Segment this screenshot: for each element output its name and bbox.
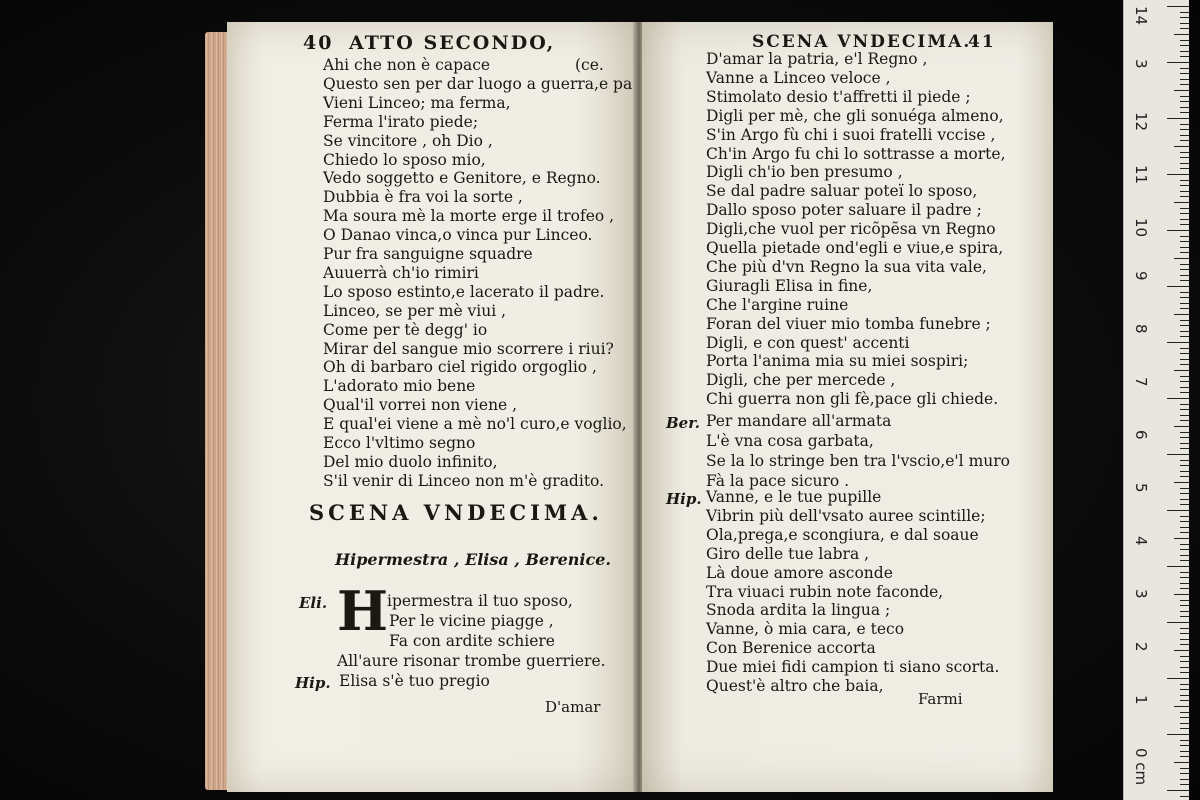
- speech-line: All'aure risonar trombe guerriere.: [337, 652, 606, 670]
- ruler-tick: [1174, 538, 1189, 539]
- ruler-tick: [1180, 756, 1189, 757]
- ruler-tick: [1180, 409, 1189, 410]
- ruler-tick: [1180, 689, 1189, 690]
- verse-line: Là doue amore asconde: [706, 563, 893, 582]
- ruler-tick: [1180, 768, 1189, 769]
- ruler-tick: [1180, 583, 1189, 584]
- ruler-tick: [1180, 465, 1189, 466]
- ruler-tick: [1180, 443, 1189, 444]
- ruler-tick: [1180, 532, 1189, 533]
- ber-line: Fà la pace sicuro .: [706, 472, 850, 490]
- verse-line: Ola,prega,e scongiura, e dal soaue: [706, 525, 979, 544]
- ber-line: Per mandare all'armata: [706, 412, 892, 430]
- ruler-tick: [1180, 527, 1189, 528]
- ruler-tick: [1180, 17, 1189, 18]
- ruler-tick: [1180, 297, 1189, 298]
- verse-line: Con Berenice accorta: [706, 639, 876, 658]
- ruler-tick: [1180, 196, 1189, 197]
- verse-line: Snoda ardita la lingua ;: [706, 601, 891, 620]
- ruler-tick: [1180, 488, 1189, 489]
- verse-line: Se dal padre saluar poteï lo sposo,: [706, 182, 978, 201]
- verse-line: Due miei fidi campion ti siano scorta.: [706, 658, 1000, 677]
- ruler-label: 9: [1132, 271, 1150, 281]
- ruler-tick: [1167, 398, 1189, 399]
- ruler-tick: [1180, 56, 1189, 57]
- ruler-tick: [1167, 62, 1189, 63]
- ruler-tick: [1167, 286, 1189, 287]
- ruler-tick: [1180, 152, 1189, 153]
- verse-line: D'amar la patria, e'l Regno ,: [706, 50, 928, 68]
- ruler-tick: [1174, 426, 1189, 427]
- ruler-tick: [1180, 40, 1189, 41]
- ruler-tick: [1180, 471, 1189, 472]
- ruler-tick: [1180, 303, 1189, 304]
- verse-line: L'adorato mio bene: [323, 377, 476, 396]
- ruler-tick: [1180, 504, 1189, 505]
- verse-line: Vedo soggetto e Genitore, e Regno.: [323, 169, 601, 188]
- verse-line: Quest'è altro che baia,: [706, 677, 884, 695]
- ruler-tick: [1180, 437, 1189, 438]
- speech-line: ipermestra il tuo sposo,: [387, 592, 573, 610]
- verse-line: Porta l'anima mia su miei sospiri;: [706, 352, 969, 371]
- ruler-tick: [1180, 605, 1189, 606]
- ruler-tick: [1174, 314, 1189, 315]
- ruler-tick: [1180, 348, 1189, 349]
- right-page: [642, 22, 1053, 792]
- ruler-tick: [1180, 292, 1189, 293]
- verse-line: Ma soura mè la morte erge il trofeo ,: [323, 207, 615, 226]
- ruler-tick: [1180, 135, 1189, 136]
- ruler-tick: [1180, 639, 1189, 640]
- ruler-tick: [1180, 185, 1189, 186]
- ruler-tick: [1180, 392, 1189, 393]
- verse-line: Digli, e con quest' accenti: [706, 333, 910, 352]
- ber-line: Se la lo stringe ben tra l'vscio,e'l muro: [706, 452, 1010, 470]
- ruler-tick: [1180, 140, 1189, 141]
- verse-line: Chi guerra non gli fè,pace gli chiede.: [706, 390, 999, 409]
- speech-line: Per le vicine piagge ,: [389, 612, 554, 630]
- ruler-tick: [1167, 6, 1189, 7]
- ruler-tick: [1180, 236, 1189, 237]
- ruler-tick: [1180, 611, 1189, 612]
- ruler-tick: [1180, 700, 1189, 701]
- verse-line: Che più d'vn Regno la sua vita vale,: [706, 257, 987, 276]
- speaker-eli: Eli.: [299, 594, 328, 612]
- ruler-tick: [1180, 667, 1189, 668]
- verse-line: S'in Argo fù chi i suoi fratelli vccise ,: [706, 125, 996, 144]
- verse-line: Questo sen per dar luogo a guerra,e pa: [323, 74, 633, 93]
- ruler-label: 7: [1132, 377, 1150, 387]
- ruler-tick: [1180, 499, 1189, 500]
- verse-line: Tra viuaci rubin note faconde,: [706, 582, 944, 601]
- verse-line: Vanne, e le tue pupille: [706, 488, 882, 506]
- ber-line: L'è vna cosa garbata,: [706, 432, 874, 450]
- verse-line: Auuerrà ch'io rimiri: [323, 263, 479, 282]
- ruler-tick: [1174, 706, 1189, 707]
- ruler-tick: [1180, 628, 1189, 629]
- ruler-tick: [1174, 202, 1189, 203]
- verse-line: Ch'in Argo fu chi lo sottrasse a morte,: [706, 144, 1006, 163]
- ruler-tick: [1180, 728, 1189, 729]
- verse-line: Linceo, se per mè viui ,: [323, 301, 507, 320]
- ruler-tick: [1174, 258, 1189, 259]
- ruler-tick: [1180, 644, 1189, 645]
- ruler-label: 1: [1132, 695, 1150, 705]
- verse-line: E qual'ei viene a mè no'l curo,e voglio,: [323, 415, 627, 434]
- ruler-tick: [1180, 577, 1189, 578]
- ruler-tick: [1167, 566, 1189, 567]
- ruler-tick: [1180, 84, 1189, 85]
- speaker-hip: Hip.: [295, 674, 331, 692]
- ruler-tick: [1180, 364, 1189, 365]
- ruler-tick: [1180, 415, 1189, 416]
- ruler-tick: [1180, 616, 1189, 617]
- verse-line: Del mio duolo infinito,: [323, 452, 498, 471]
- speech-line: Fa con ardite schiere: [389, 632, 555, 650]
- ruler-label: 4: [1132, 536, 1150, 546]
- verse-line: Ferma l'irato piede;: [323, 112, 479, 131]
- ruler-tick: [1167, 678, 1189, 679]
- verse-line: Vieni Linceo; ma ferma,: [323, 93, 511, 112]
- ruler-tick: [1180, 280, 1189, 281]
- ruler-tick: [1180, 163, 1189, 164]
- verse-line: Oh di barbaro ciel rigido orgoglio ,: [323, 358, 597, 377]
- verse-line: Digli, che per mercede ,: [706, 371, 896, 390]
- ruler-tick: [1180, 252, 1189, 253]
- ruler-tick: [1180, 633, 1189, 634]
- ruler-tick: [1180, 353, 1189, 354]
- ruler-tick: [1180, 241, 1189, 242]
- ruler-tick: [1180, 656, 1189, 657]
- ruler-tick: [1180, 387, 1189, 388]
- character-list: Hipermestra , Elisa , Berenice.: [335, 550, 611, 569]
- ruler-tick: [1180, 308, 1189, 309]
- ruler-label: 3: [1132, 589, 1150, 599]
- ruler-tick: [1180, 549, 1189, 550]
- ruler-tick: [1180, 404, 1189, 405]
- ruler-tick: [1180, 208, 1189, 209]
- ruler-tick: [1180, 264, 1189, 265]
- ruler-tick: [1180, 695, 1189, 696]
- ruler-tick: [1180, 275, 1189, 276]
- ruler-tick: [1180, 588, 1189, 589]
- speaker-hip: Hip.: [666, 490, 702, 508]
- ruler-tick: [1180, 493, 1189, 494]
- ruler-tick: [1174, 370, 1189, 371]
- ruler-tick: [1180, 247, 1189, 248]
- ruler-label: 12: [1132, 112, 1150, 132]
- ruler-tick: [1180, 325, 1189, 326]
- ruler-tick: [1174, 594, 1189, 595]
- ruler-label: 11: [1132, 165, 1150, 185]
- ruler-label: 0 cm: [1132, 748, 1150, 786]
- ruler-tick: [1180, 751, 1189, 752]
- verse-line: S'il venir di Linceo non m'è gradito.: [323, 471, 605, 490]
- catchword: D'amar: [545, 698, 601, 716]
- ruler-tick: [1174, 90, 1189, 91]
- verse-line: Digli per mè, che gli sonuéga almeno,: [706, 106, 1004, 125]
- ruler-tick: [1180, 521, 1189, 522]
- verse-line: Lo sposo estinto,e lacerato il padre.: [323, 282, 605, 301]
- right-running-head: SCENA VNDECIMA.: [752, 32, 972, 52]
- measurement-ruler: [1123, 0, 1189, 800]
- ruler-tick: [1180, 129, 1189, 130]
- verse-line: Foran del viuer mio tomba funebre ;: [706, 314, 991, 333]
- ruler-tick: [1180, 796, 1189, 797]
- ruler-tick: [1180, 717, 1189, 718]
- ruler-tick: [1180, 381, 1189, 382]
- verse-line: Stimolato desio t'affretti il piede ;: [706, 87, 971, 106]
- verse-line: O Danao vinca,o vinca pur Linceo.: [323, 226, 593, 245]
- ruler-tick: [1180, 476, 1189, 477]
- scene-title: SCENA VNDECIMA.: [309, 500, 603, 525]
- ruler-tick: [1180, 600, 1189, 601]
- ruler-label: 14: [1132, 6, 1150, 26]
- ruler-tick: [1167, 622, 1189, 623]
- ruler-tick: [1174, 482, 1189, 483]
- catchword: Farmi: [918, 690, 963, 708]
- verse-line: Digli,che vuol per ricõpẽsa vn Regno: [706, 220, 996, 239]
- verse-line: Se vincitore , oh Dio ,: [323, 131, 493, 150]
- ruler-label: 5: [1132, 483, 1150, 493]
- ruler-tick: [1180, 107, 1189, 108]
- ruler-tick: [1180, 740, 1189, 741]
- verse-line: Ahi che non è capace: [323, 56, 491, 74]
- ruler-tick: [1180, 79, 1189, 80]
- ruler-tick: [1180, 555, 1189, 556]
- ruler-tick: [1167, 790, 1189, 791]
- ruler-tick: [1180, 420, 1189, 421]
- ruler-tick: [1180, 23, 1189, 24]
- ruler-tick: [1174, 34, 1189, 35]
- ruler-label: 2: [1132, 642, 1150, 652]
- ruler-tick: [1180, 784, 1189, 785]
- verse-line: Digli ch'io ben presumo ,: [706, 163, 903, 182]
- ruler-tick: [1180, 73, 1189, 74]
- verse-line: Chiedo lo sposo mio,: [323, 150, 486, 169]
- verse-line: Dubbia è fra voi la sorte ,: [323, 188, 523, 207]
- verse-line: Vanne, ò mia cara, e teco: [706, 620, 905, 639]
- verse-line: Quella pietade ond'egli e viue,e spira,: [706, 239, 1004, 257]
- ruler-tick: [1180, 376, 1189, 377]
- ruler-tick: [1180, 745, 1189, 746]
- verse-line: Giuragli Elisa in fine,: [706, 276, 873, 295]
- verse-line: Dallo sposo poter saluare il padre ;: [706, 201, 982, 220]
- ruler-tick: [1180, 359, 1189, 360]
- ruler-tick: [1174, 650, 1189, 651]
- hip-line: Elisa s'è tuo pregio: [339, 672, 490, 690]
- ruler-tick: [1180, 448, 1189, 449]
- ruler-tick: [1180, 661, 1189, 662]
- left-page-number: 40: [303, 32, 334, 54]
- ruler-tick: [1180, 460, 1189, 461]
- ruler-tick: [1180, 320, 1189, 321]
- ruler-tick: [1180, 219, 1189, 220]
- ruler-tick: [1167, 342, 1189, 343]
- ruler-tick: [1180, 213, 1189, 214]
- drop-cap: H: [337, 579, 389, 643]
- ruler-tick: [1167, 230, 1189, 231]
- ruler-tick: [1180, 544, 1189, 545]
- ruler-tick: [1180, 68, 1189, 69]
- line-end-mark: (ce.: [575, 56, 604, 74]
- ruler-tick: [1167, 454, 1189, 455]
- open-book: [205, 18, 1055, 788]
- ruler-tick: [1180, 516, 1189, 517]
- ruler-label: 8: [1132, 324, 1150, 334]
- ruler-label: 10: [1132, 218, 1150, 238]
- ruler-tick: [1167, 174, 1189, 175]
- ruler-tick: [1180, 331, 1189, 332]
- ruler-tick: [1180, 336, 1189, 337]
- ruler-tick: [1180, 45, 1189, 46]
- verse-line: Qual'il vorrei non viene ,: [323, 396, 518, 415]
- ruler-tick: [1180, 684, 1189, 685]
- ruler-tick: [1180, 28, 1189, 29]
- left-page: [227, 22, 637, 792]
- verse-line: Vibrin più dell'vsato auree scintille;: [706, 506, 986, 525]
- ruler-tick: [1180, 96, 1189, 97]
- verse-line: Pur fra sanguigne squadre: [323, 245, 533, 263]
- ruler-tick: [1180, 191, 1189, 192]
- speaker-ber: Ber.: [666, 414, 700, 432]
- ruler-tick: [1180, 112, 1189, 113]
- ruler-tick: [1180, 180, 1189, 181]
- verse-line: Giro delle tue labra ,: [706, 544, 870, 563]
- ruler-tick: [1180, 168, 1189, 169]
- ruler-tick: [1174, 762, 1189, 763]
- ruler-tick: [1167, 510, 1189, 511]
- verse-line: Mirar del sangue mio scorrere i riui?: [323, 339, 614, 358]
- ruler-label: 3: [1132, 59, 1150, 69]
- ruler-tick: [1180, 723, 1189, 724]
- ruler-tick: [1180, 672, 1189, 673]
- ruler-tick: [1180, 12, 1189, 13]
- verse-line: Ecco l'vltimo segno: [323, 434, 476, 452]
- ruler-tick: [1167, 734, 1189, 735]
- verse-line: Vanne a Linceo veloce ,: [706, 68, 891, 87]
- ruler-tick: [1180, 779, 1189, 780]
- ruler-tick: [1180, 572, 1189, 573]
- right-page-number: 41: [968, 32, 996, 52]
- ruler-tick: [1180, 51, 1189, 52]
- ruler-label: 6: [1132, 430, 1150, 440]
- ruler-tick: [1180, 432, 1189, 433]
- ruler-tick: [1180, 773, 1189, 774]
- ruler-tick: [1180, 712, 1189, 713]
- ruler-tick: [1180, 124, 1189, 125]
- verse-line: Che l'argine ruine: [706, 295, 849, 314]
- ruler-tick: [1180, 224, 1189, 225]
- ruler-tick: [1174, 146, 1189, 147]
- ruler-tick: [1180, 560, 1189, 561]
- ruler-tick: [1180, 157, 1189, 158]
- verse-line: Come per tè degg' io: [323, 320, 488, 339]
- ruler-tick: [1167, 118, 1189, 119]
- left-running-head: ATTO SECONDO,: [349, 32, 556, 54]
- ruler-tick: [1180, 269, 1189, 270]
- ruler-tick: [1180, 101, 1189, 102]
